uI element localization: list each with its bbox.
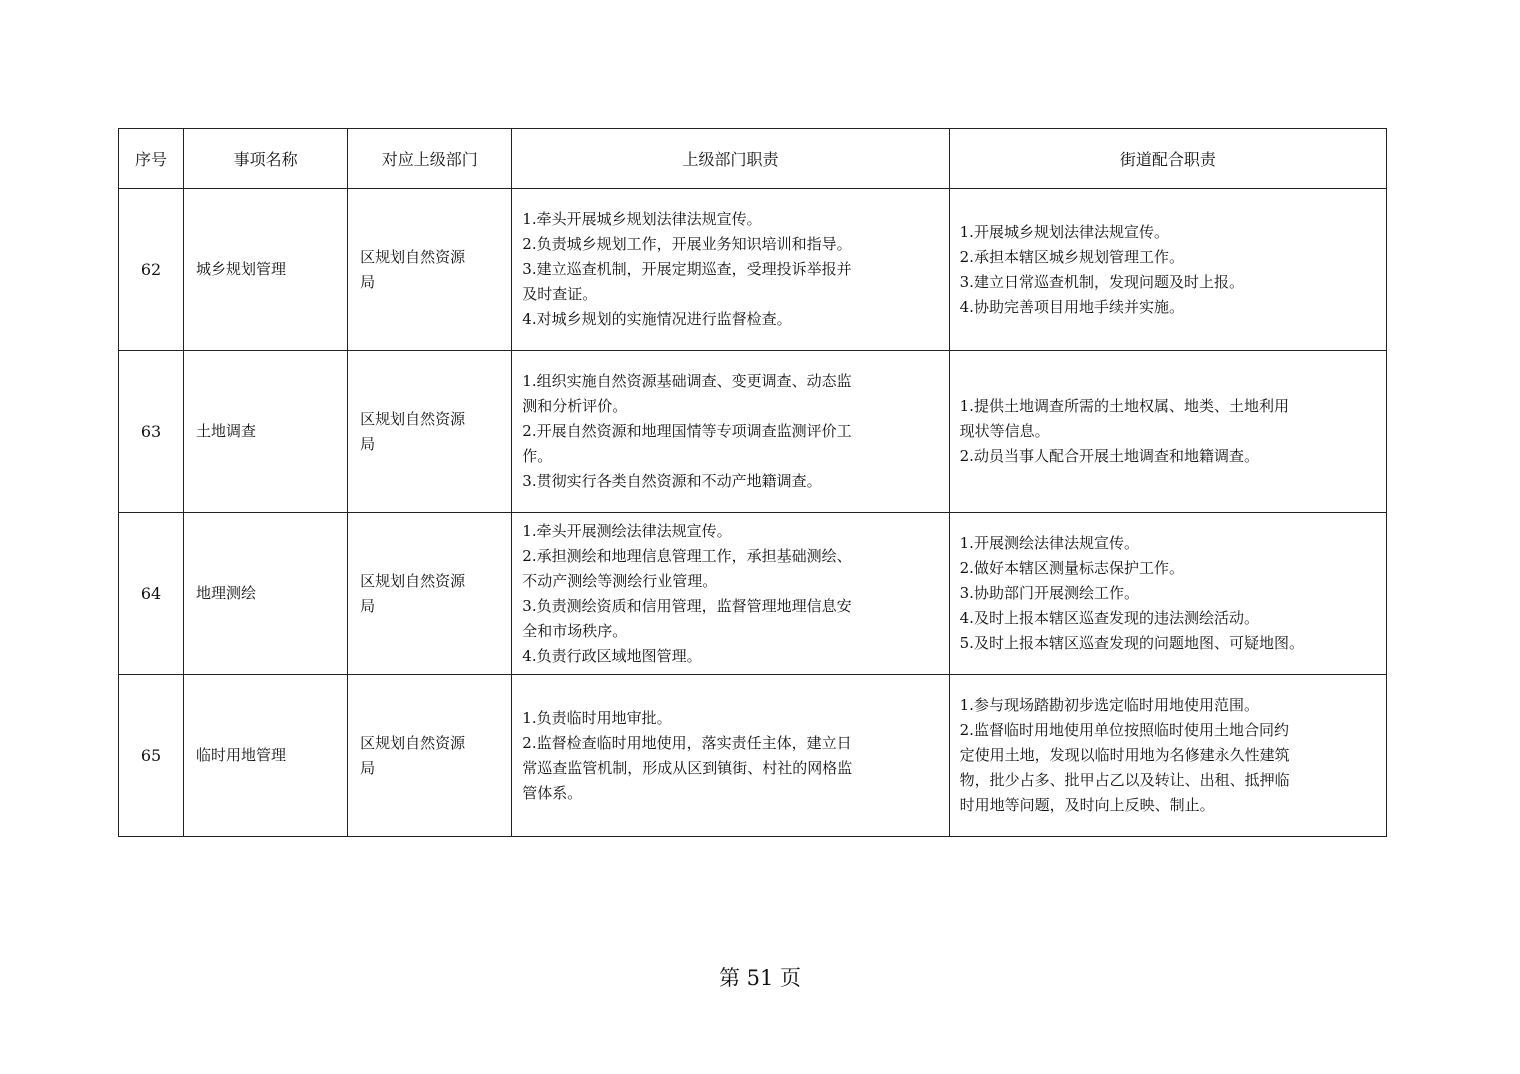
item-name: 地理测绘 bbox=[184, 513, 348, 675]
duty-line: 2.承担本辖区城乡规划管理工作。 bbox=[959, 247, 1184, 266]
department bbox=[348, 189, 512, 351]
jiedao-duty bbox=[949, 513, 1386, 675]
table-row bbox=[119, 189, 1387, 351]
department-line: 局 bbox=[360, 272, 376, 291]
duty-line: 物，批少占多、批甲占乙以及转让、出租、抵押临 bbox=[959, 771, 1290, 789]
duty-line: 作。 bbox=[522, 447, 553, 465]
jiedao-duty bbox=[949, 351, 1386, 513]
department bbox=[348, 513, 512, 675]
page-number: 第 51 页 bbox=[718, 966, 802, 990]
superior-duty bbox=[512, 675, 949, 837]
jiedao-duty bbox=[949, 675, 1386, 837]
item-name: 临时用地管理 bbox=[184, 675, 348, 837]
duty-line: 1.负责临时用地审批。 bbox=[522, 708, 672, 727]
item-name: 城乡规划管理 bbox=[184, 189, 348, 351]
department-line: 区规划自然资源 bbox=[360, 571, 466, 590]
duty-line: 1.参与现场踏勘初步选定临时用地使用范围。 bbox=[959, 696, 1259, 714]
duty-line: 常巡查监管机制，形成从区到镇街、村社的网格监 bbox=[522, 758, 853, 777]
duty-line: 2.动员当事人配合开展土地调查和地籍调查。 bbox=[959, 447, 1259, 465]
duty-line: 5.及时上报本辖区巡查发现的问题地图、可疑地图。 bbox=[959, 634, 1304, 652]
duty-line: 时用地等问题，及时向上反映、制止。 bbox=[959, 796, 1215, 814]
department-line: 局 bbox=[360, 758, 376, 777]
item-name: 土地调查 bbox=[184, 351, 348, 513]
header-jiedao-duty: 街道配合职责 bbox=[949, 129, 1386, 189]
superior-duty bbox=[512, 189, 949, 351]
department-line: 局 bbox=[360, 434, 376, 453]
header-no: 序号 bbox=[119, 129, 184, 189]
duty-line: 2.负责城乡规划工作，开展业务知识培训和指导。 bbox=[522, 235, 852, 253]
duty-line: 1.牵头开展城乡规划法律法规宣传。 bbox=[522, 210, 762, 228]
duty-line: 2.承担测绘和地理信息管理工作，承担基础测绘、 bbox=[522, 546, 852, 565]
department bbox=[348, 675, 512, 837]
duty-line: 1.牵头开展测绘法律法规宣传。 bbox=[522, 521, 732, 540]
duty-line: 3.建立巡查机制，开展定期巡查，受理投诉举报并 bbox=[522, 260, 852, 278]
duty-line: 测和分析评价。 bbox=[522, 397, 628, 415]
table-header-row bbox=[119, 129, 1387, 189]
header-dept: 对应上级部门 bbox=[348, 129, 512, 189]
duty-line: 现状等信息。 bbox=[959, 422, 1050, 440]
duty-line: 1.开展测绘法律法规宣传。 bbox=[959, 534, 1139, 552]
duty-line: 2.监督临时用地使用单位按照临时使用土地合同约 bbox=[959, 721, 1289, 739]
department bbox=[348, 351, 512, 513]
duty-line: 管体系。 bbox=[522, 783, 583, 802]
header-superior-duty: 上级部门职责 bbox=[512, 129, 949, 189]
department-line: 局 bbox=[360, 596, 376, 615]
table-row bbox=[119, 675, 1387, 837]
duty-line: 4.及时上报本辖区巡查发现的违法测绘活动。 bbox=[959, 609, 1259, 627]
duty-line: 4.对城乡规划的实施情况进行监督检查。 bbox=[522, 310, 792, 328]
duty-line: 3.贯彻实行各类自然资源和不动产地籍调查。 bbox=[522, 472, 822, 490]
duty-line: 2.监督检查临时用地使用，落实责任主体，建立日 bbox=[522, 733, 852, 752]
table-row bbox=[119, 351, 1387, 513]
duty-line: 全和市场秩序。 bbox=[522, 621, 628, 640]
duty-line: 定使用土地，发现以临时用地为名修建永久性建筑 bbox=[959, 746, 1290, 764]
header-name: 事项名称 bbox=[184, 129, 348, 189]
duty-line: 2.开展自然资源和地理国情等专项调查监测评价工 bbox=[522, 422, 852, 440]
superior-duty bbox=[512, 513, 949, 675]
row-number: 64 bbox=[119, 513, 184, 675]
duty-line: 3.协助部门开展测绘工作。 bbox=[959, 584, 1139, 602]
row-number: 62 bbox=[119, 189, 184, 351]
duty-line: 不动产测绘等测绘行业管理。 bbox=[522, 571, 718, 590]
duty-table bbox=[118, 128, 1387, 837]
row-number: 63 bbox=[119, 351, 184, 513]
duty-line: 4.协助完善项目用地手续并实施。 bbox=[959, 297, 1184, 316]
duty-line: 3.建立日常巡查机制，发现问题及时上报。 bbox=[959, 272, 1244, 291]
department-line: 区规划自然资源 bbox=[360, 247, 466, 266]
superior-duty bbox=[512, 351, 949, 513]
duty-line: 1.提供土地调查所需的土地权属、地类、土地利用 bbox=[959, 397, 1289, 415]
duty-line: 2.做好本辖区测量标志保护工作。 bbox=[959, 559, 1184, 577]
row-number: 65 bbox=[119, 675, 184, 837]
duty-line: 4.负责行政区域地图管理。 bbox=[522, 646, 702, 665]
department-line: 区规划自然资源 bbox=[360, 409, 466, 428]
duty-line: 1.开展城乡规划法律法规宣传。 bbox=[959, 222, 1169, 241]
table-row bbox=[119, 513, 1387, 675]
duty-line: 1.组织实施自然资源基础调查、变更调查、动态监 bbox=[522, 372, 852, 390]
department-line: 区规划自然资源 bbox=[360, 733, 466, 752]
jiedao-duty bbox=[949, 189, 1386, 351]
duty-line: 及时查证。 bbox=[522, 285, 598, 303]
duty-line: 3.负责测绘资质和信用管理，监督管理地理信息安 bbox=[522, 596, 852, 615]
